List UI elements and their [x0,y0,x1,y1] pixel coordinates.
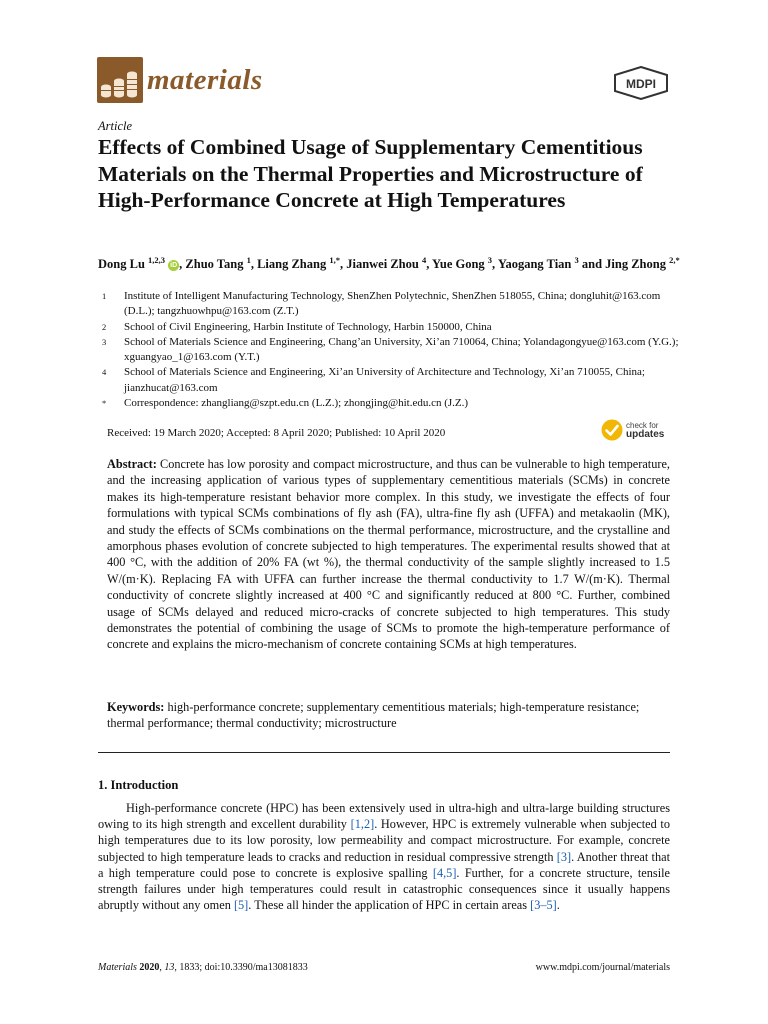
affiliation-number: 3 [102,336,107,347]
footer-year: 2020 [139,962,160,973]
author-name: Jianwei Zhou [346,257,419,272]
intro-text: High-performance concrete (HPC) has been extensively used in ultra-high and ultra-large building structures owing to its high strength and excellent durability [98,801,670,832]
author-affil-sup: 4 [421,255,427,265]
author-affil-sup: 3 [487,255,493,265]
intro-text: . Further, for a concrete structure, tensile strength failures under high temperatures could result in catastrophic consequences since it usually happens abruptly without any omen [98,865,670,913]
author-affil-sup: 1 [246,255,251,265]
affiliation-text: Correspondence: zhangliang@szpt.edu.cn (L.Z.); zhongjing@hit.edu.cn (J.Z.) [124,397,469,410]
affiliation-item [102,365,682,396]
check-updates-line2: updates [626,429,665,440]
citation-link[interactable]: [1,2] [350,817,375,832]
intro-text: . [556,898,560,913]
author-affil-sup: 3 [574,255,579,265]
author-name: Zhuo Tang [185,257,244,272]
abstract-text: Concrete has low porosity and compact microstructure, and thus can be vulnerable to high temperature, and the increasing application of various types of supplementary cementitious materials (SCMs) in concrete makes its high-temperature resistant behavior more complex. In this study, we investigate the effects of four formulations with typical SCMs combinations of fly ash (FA), ultra-fine fly ash (UFFA) and metakaolin (MK), and study the effects of SCMs combinations on the thermal performance, microstructure, and the crystalline and amorphous phases evolution of concrete subjected to high temperatures. The experimental results showed that at 400 °C, with the addition of 20% FA (wt %), the thermal conductivity of the sample slightly increased to 1.5 W/(m·K). Replacing FA with UFFA can further increase the thermal conductivity to 1.7 W/(m·K). Thermal conductivity of concrete slightly increased at 400 °C and significantly reduced at 800 °C. Further, combined usage of SCMs delayed and reduced micro-cracks of concrete subjected to high temperatures. This study demonstrates the potential of combining the usage of SCMs to promote the high-temperature performance of concrete and explains the micro-mechanism of concrete containing SCMs at high temperatures. [107,457,671,652]
divider [98,752,670,753]
affiliations [102,289,682,411]
keywords [107,699,670,732]
affiliation-item [102,396,682,411]
orcid-icon[interactable]: iD [170,262,178,270]
affiliation-text: School of Civil Engineering, Harbin Institute of Technology, Harbin 150000, China [124,320,492,333]
affiliation-text: School of Materials Science and Engineering, Xi’an University of Architecture and Technology, Xi’an 710055, China; jianzhucat@163.com [124,366,645,394]
abstract-label: Abstract: [107,457,157,471]
author-name: Yaogang Tian [497,257,572,272]
author-name: Liang Zhang [257,257,327,272]
intro-text: . However, HPC is extremely vulnerable when subjected to high temperatures due to its low porosity, low permeability and compact microstructure. For example, concrete subjected to high temperature leads to cracks and reduction in residual compressive strength [98,817,670,864]
footer-journal: Materials [98,962,137,973]
publisher-name: MDPI [626,77,656,91]
journal-logo-icon [97,57,143,103]
paper-title: Effects of Combined Usage of Supplementary Cementitious Materials on the Thermal Properties and Microstructure of High-Performance Concrete at High Temperatures [98,135,643,212]
footer-volume: 13 [164,962,175,973]
check-updates-line1: check for [626,421,659,430]
affiliation-number: 1 [102,291,107,301]
introduction-paragraph [98,800,670,913]
intro-text: . These all hinder the application of HPC in certain areas [248,898,531,913]
citation-link[interactable]: [4,5] [432,865,457,880]
affiliation-number: 2 [102,321,107,332]
keywords-label: Keywords: [107,700,165,714]
article-type: Article [98,119,133,133]
author-affil-sup: 1,* [329,255,340,265]
citation-link[interactable]: [3–5] [530,898,557,913]
affiliation-item [102,320,682,335]
affiliation-text: School of Materials Science and Engineering, Chang’an University, Xi’an 710064, China; Yolandagongyue@163.com (Y.G.); xguangyao_1@163.com (Y.T.) [124,335,679,364]
intro-text: . Another threat that a high temperature could pose to concrete is explosive spalling [98,849,670,880]
author-list: Dong Lu $^{1,2,3}$ iD , Zhuo Tang $^1$, Liang Zhang $^{1,*}$, Jianwei Zhou $^4$, Yue Gong $^3$, Yaogang Tian $^3$ and Jing Zhong $^{2,*}$ [98,255,680,272]
affiliation-item [102,335,682,366]
keywords-text: high-performance concrete; supplementary cementitious materials; high-temperature resistance; thermal performance; thermal conductivity; microstructure [107,700,640,731]
author-affil-sup: 2,* [669,255,680,265]
affiliation-number: * [102,398,107,409]
check-updates-icon [601,419,623,441]
affiliation-item [102,289,682,320]
section-heading: 1. Introduction [98,778,179,792]
abstract [107,456,670,653]
footer-citation: Materials 2020, 13, 1833; doi:10.3390/ma13081833 [98,962,308,973]
publication-dates: Received: 19 March 2020; Accepted: 8 April 2020; Published: 10 April 2020 [107,427,446,439]
citation-link[interactable]: [3] [556,849,572,864]
author-name: Dong Lu [98,257,145,272]
mdpi-logo-icon[interactable] [612,66,670,100]
check-for-updates-button[interactable] [601,419,664,441]
footer-url[interactable]: www.mdpi.com/journal/materials [535,962,670,973]
check-updates-label [626,421,664,439]
footer-doi: 1833; doi:10.3390/ma13081833 [179,962,308,973]
journal-name: materials [147,63,263,96]
author-name: Yue Gong [431,257,485,272]
author-name: Jing Zhong [605,257,666,272]
citation-link[interactable]: [5] [233,898,249,913]
author-affil-sup: 1,2,3 [148,255,166,265]
affiliation-text: Institute of Intelligent Manufacturing Technology, ShenZhen Polytechnic, ShenZhen 518055, China; dongluhit@163.com (D.L.); tangzhuowhpu@163.com (Z.T.) [124,290,661,318]
journal-logo[interactable] [97,57,263,103]
affiliation-number: 4 [102,367,107,378]
